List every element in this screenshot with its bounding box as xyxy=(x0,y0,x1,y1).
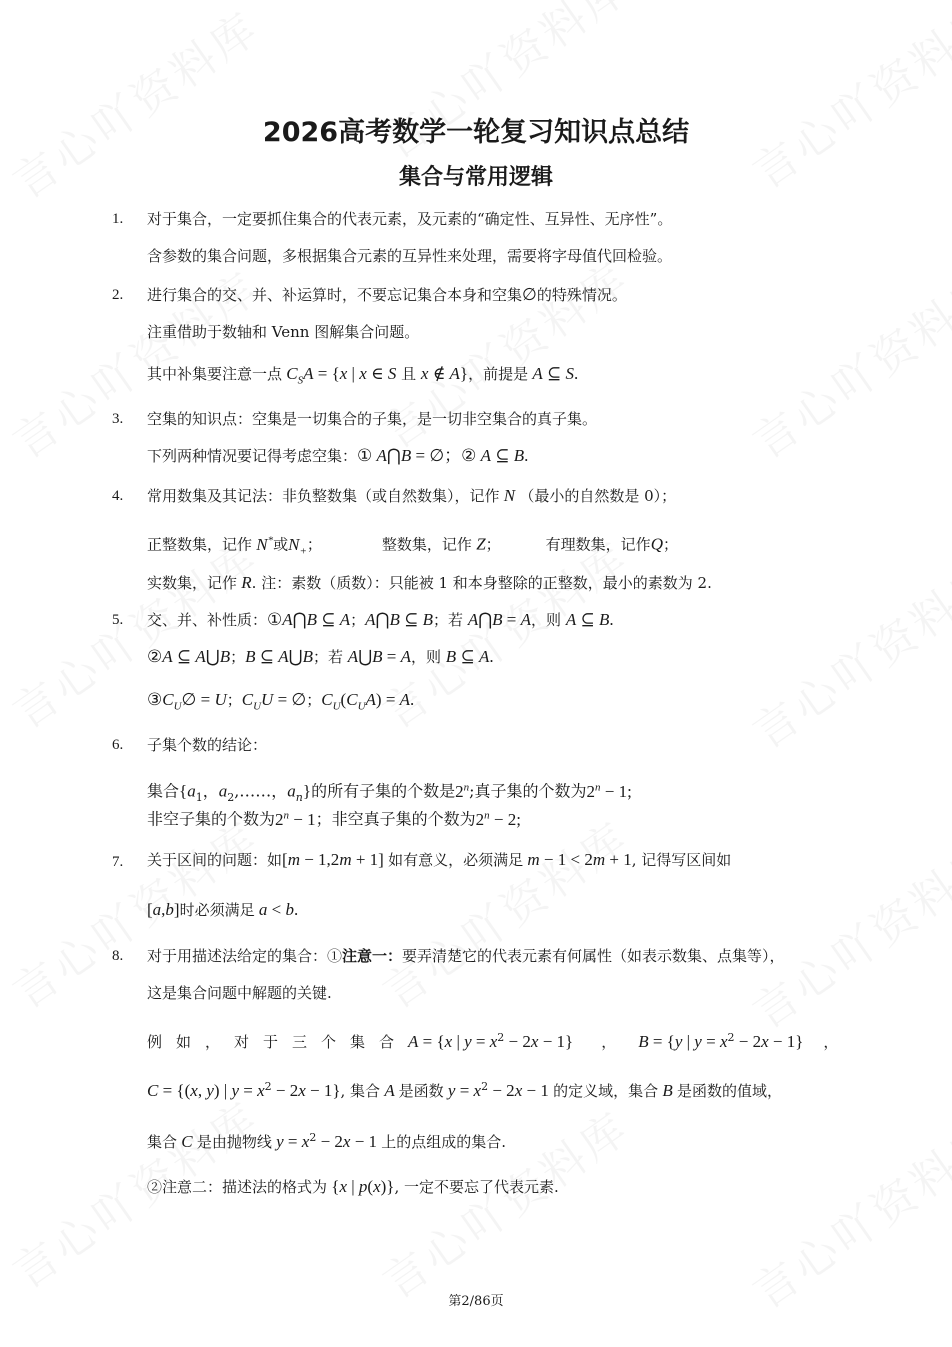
watermark xyxy=(368,1093,641,1311)
item-2-line-1: 进行集合的交、并、补运算时，不要忘记集合本身和空集∅的特殊情况。 xyxy=(147,285,627,304)
item-7-line-2: [a,b]时必须满足 a < b. xyxy=(147,900,299,919)
item-number: 3. xyxy=(112,411,124,427)
watermark xyxy=(738,543,952,761)
item-3-line-1: 空集的知识点：空集是一切集合的子集，是一切非空集合的真子集。 xyxy=(147,410,598,428)
watermark xyxy=(738,823,952,1041)
page-footer: 第2/86页 xyxy=(448,1294,504,1309)
section-title: 集合与常用逻辑 xyxy=(398,165,553,190)
item-8-line-4: C = {(x, y) | $y = x^2 - 2x - 1$}, 集合 A 是函数 $y = x^2 - 2x - 1$ 的定义域，集合 B 是函数的值域， xyxy=(147,1080,782,1100)
item-number: 1. xyxy=(112,211,124,227)
item-4-line-2: 正整数集，记作 N*或$N_+$； 整数集，记作 Z； 有理数集，记作Q； xyxy=(147,534,678,558)
item-number: 5. xyxy=(112,612,124,628)
item-8-line-6: ②注意二：描述法的格式为 {x | p(x)}, 一定不要忘了代表元素. xyxy=(147,1177,559,1196)
item-6-line-3: 非空子集的个数为$2^n - 1$；非空真子集的个数为$2^n - 2$; xyxy=(147,809,521,829)
item-5-line-1: 交、并、补性质：①A⋂B ⊆ A；A⋂B ⊆ B；若 A⋂B = A，则 A ⊆ B. xyxy=(147,610,614,629)
item-6-line-2: 集合{$a_1$，$a_2,\dots\dots$，$a_n$}的所有子集的个数是2$^n$;真子集的个数为$2^n - 1$; xyxy=(147,781,632,804)
item-1-line-2: 含参数的集合问题，多根据集合元素的互异性来处理，需要将字母值代回检验。 xyxy=(147,247,673,265)
page-title: 2026高考数学一轮复习知识点总结 xyxy=(262,117,690,148)
item-8-line-1: 对于用描述法给定的集合：①注意一：要弄清楚它的代表元素有何属性（如表示数集、点集等）， xyxy=(147,947,785,965)
item-number: 8. xyxy=(112,948,124,964)
item-5-line-2: ②A ⊆ A⋃B；B ⊆ A⋃B；若 A⋃B = A，则 B ⊆ A. xyxy=(147,647,494,666)
item-8-line-2: 这是集合问题中解题的关键. xyxy=(147,984,332,1002)
watermark xyxy=(368,803,641,1021)
item-6-line-1: 子集个数的结论： xyxy=(147,736,268,754)
item-5-line-3: $③C_U\emptyset = U$；$C_UU$ = ∅；$C_U(C_UA) = A$. xyxy=(147,690,415,713)
item-number: 4. xyxy=(112,488,124,504)
item-number: 6. xyxy=(112,737,124,753)
watermark xyxy=(738,253,952,471)
item-7-line-1: 关于区间的问题：如[m − 1,2m + 1] 如有意义，必须满足 m − 1 < 2m + 1, 记得写区间如 xyxy=(147,850,732,869)
item-1-line-1: 对于集合，一定要抓住集合的代表元素，及元素的“确定性、互异性、无序性”。 xyxy=(147,210,673,228)
item-3-line-2: 下列两种情况要记得考虑空集：① A⋂B = ∅；② A ⊆ B. xyxy=(147,446,529,465)
item-8-line-5: 集合 C 是由抛物线 $y = x^2 - 2x - 1$ 上的点组成的集合. xyxy=(147,1131,507,1151)
item-2-line-2: 注重借助于数轴和 Venn 图解集合问题。 xyxy=(147,323,420,341)
item-number: 7. xyxy=(112,854,124,870)
item-4-line-1: 常用数集及其记法：非负整数集（或自然数集），记作 N （最小的自然数是 0）； xyxy=(147,486,677,505)
item-4-line-3: 实数集，记作 R. 注：素数（质数）：只能被 1 和本身整除的正整数，最小的素数为 2. xyxy=(147,573,712,592)
item-number: 2. xyxy=(112,287,124,303)
item-2-line-3: 其中补集要注意一点 $C_SA = \{x$ | x ∈ S 且 x ∉ A}，前提是 A ⊆ S. xyxy=(147,364,579,387)
watermark xyxy=(738,1103,952,1321)
item-8-line-3: 例如，对于三个集合A = {x | $y = x^2 - 2x - 1$} ， B = {y | $y = x^2 - 2x - 1$} ， xyxy=(147,1031,839,1051)
